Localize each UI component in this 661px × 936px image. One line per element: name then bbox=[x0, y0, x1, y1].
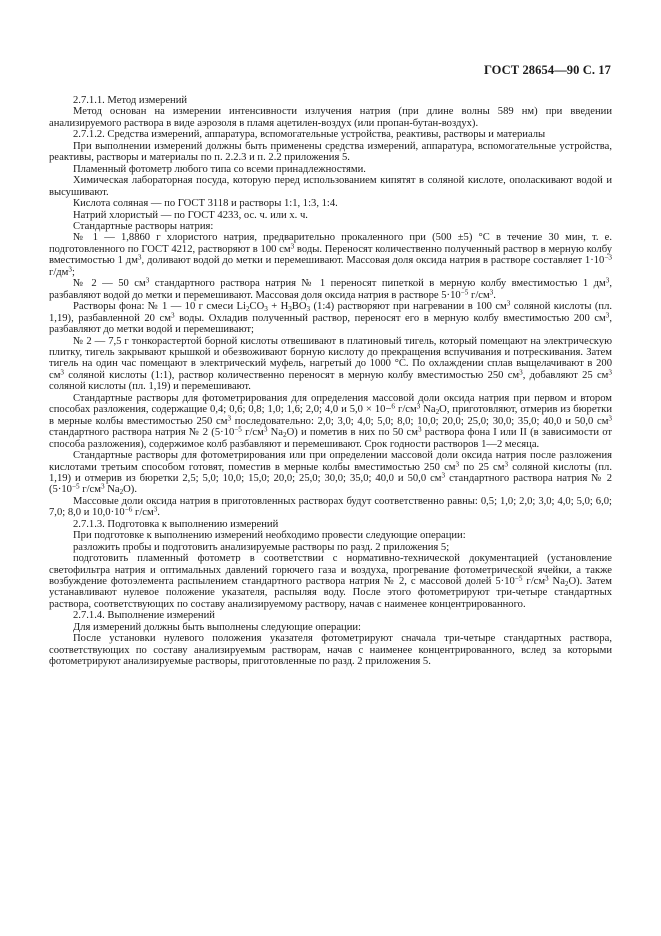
page-header: ГОСТ 28654—90 С. 17 bbox=[483, 63, 611, 77]
paragraph bbox=[49, 393, 612, 450]
paragraph bbox=[49, 141, 612, 164]
text-run: раствора фона I или II (в зависимости от способа разложения), содержимое колб разбавляют и перемешивают. Срок годности растворов 1—2 месяца. bbox=[49, 427, 612, 450]
text-run: , разбавляют водой до метки и перемешивают. Массовая доля оксида натрия в растворе 5·10 bbox=[49, 278, 612, 301]
text-run: 3 bbox=[608, 368, 612, 377]
paragraph bbox=[49, 450, 612, 496]
text-run: воды. Переносят количественно полученный раствор в мерную колбу вместимостью 1 дм bbox=[49, 243, 613, 267]
text-run: стандартного раствора натрия № 2 (5·10 bbox=[49, 472, 612, 496]
text-run: Массовые доли оксида натрия в приготовленных растворах будут соответственно равны: 0,5; 1,0; 2,0; 3,0; 4,0; 5,0; 6,0; 7,0; 8,0 и 10,0·10 bbox=[49, 495, 612, 519]
text-run: № 2 — 7,5 г тонкорастертой борной кислоты отвешивают в платиновый тигель, который помещают на электрическую плитку, тигель закрывают крышкой и обезвоживают борную кислоту до прекращения вспучивания и потрескивания. Затем тигель на один час помещают в электрический муфель, нагретый до 1000 °С. По охлаждении сплав выщелачивают в 200 см bbox=[49, 335, 612, 381]
paragraph bbox=[49, 633, 612, 667]
paragraph bbox=[49, 519, 612, 530]
text-run: подготовить пламенный фотометр в соответствии с нормативно-технической документацией (установление светофильтра натрия и оптимальных давлений горючего газа и воздуха, прогревание фотометрической ячейки, а также возбуждение фотоэлемента распылением стандартного раствора натрия № 2, с массовой долей 5·10 bbox=[49, 553, 612, 588]
text-run: , добавляют 25 см bbox=[522, 369, 609, 381]
text-run: г/см bbox=[241, 427, 264, 439]
paragraph bbox=[49, 221, 612, 232]
text-run: 3 bbox=[605, 311, 610, 320]
text-run: 2 bbox=[119, 488, 124, 497]
text-run: , разбавляют до метки водой и перемешивают; bbox=[49, 312, 613, 336]
text-run: Пламенный фотометр любого типа со всеми принадлежностями. bbox=[73, 163, 366, 175]
text-run: соляной кислоты (пл. 1,19) и отмерив из бюретки 2,5; 5,0; 10,0; 15,0; 20,0; 25,0; 30,0; 35,0; 40,0 и 50,0 см bbox=[49, 461, 612, 484]
paragraph bbox=[49, 542, 612, 553]
paragraph bbox=[49, 336, 612, 393]
text-run: Кислота соляная — по ГОСТ 3118 и растворы 1:1, 1:3, 1:4. bbox=[73, 198, 338, 210]
text-run: 3 bbox=[504, 460, 509, 468]
text-run: 3 bbox=[100, 482, 105, 491]
text-run: Стандартные растворы натрия: bbox=[73, 220, 214, 232]
text-run: 3 bbox=[506, 299, 511, 308]
text-run: № 1 — 1,8860 г хлористого натрия, предварительно прокаленного при (500 ±5) °С в течение 30 мин, т. е. подготовленного по ГОСТ 4212, растворяют в 100 см bbox=[49, 232, 612, 255]
text-run: 3 bbox=[417, 425, 422, 434]
text-run: Для измерений должны быть выполнены следующие операции: bbox=[73, 621, 361, 633]
paragraph bbox=[49, 129, 612, 140]
text-run: , доливают водой до метки и перемешивают. Массовая доля оксида натрия в растворе составляет 1·10 bbox=[141, 255, 605, 267]
text-run: 3 bbox=[306, 305, 311, 314]
text-run: −6 bbox=[124, 505, 133, 514]
text-run: 2 bbox=[435, 408, 440, 417]
text-run: 3 bbox=[605, 276, 610, 285]
text-run: −3 bbox=[604, 253, 612, 262]
text-run: Na bbox=[548, 576, 565, 588]
text-run: Натрий хлористый — по ГОСТ 4233, ос. ч. или х. ч. bbox=[73, 209, 308, 221]
text-run: 2.7.1.2. Средства измерений, аппаратура, вспомогательные устройства, реактивы, растворы и материалы bbox=[73, 129, 546, 141]
text-run: CO bbox=[249, 301, 265, 313]
text-run: соляной кислоты (пл. 1,19), разбавленной 20 см bbox=[49, 301, 613, 324]
text-run: При подготовке к выполнению измерений необходимо провести следующие операции: bbox=[73, 530, 466, 542]
text-run: O). Затем устанавливают нулевое положение указателя, распыляя воду. После этого фотометрируют три-четыре стандартных раствора, соответствующих по составу анализируемому раствору, начав с наименее концентрированного. bbox=[49, 576, 612, 610]
text-run: 3 bbox=[290, 242, 295, 251]
text-run: 3 bbox=[288, 305, 292, 314]
text-run: 3 bbox=[441, 471, 446, 480]
text-run: Растворы фона: № 1 — 10 г смеси Li bbox=[73, 301, 246, 313]
text-run: 3 bbox=[416, 402, 421, 411]
text-run: г/дм bbox=[49, 266, 69, 278]
text-run: г/см bbox=[132, 507, 154, 519]
paragraph bbox=[49, 496, 612, 519]
text-run: соляной кислоты (1:1), раствор количественно переносят в мерную колбу вместимостью 250 см bbox=[64, 369, 520, 381]
text-run: BO bbox=[291, 301, 307, 313]
text-run: + H bbox=[267, 301, 289, 313]
text-run: 3 bbox=[455, 460, 460, 468]
text-run: . bbox=[157, 507, 160, 519]
text-run: O) и пометив в них по 50 см bbox=[286, 427, 418, 439]
text-run: Стандартные растворы для фотометрирования для определения массовой доли оксида натрия при первом и втором способах разложения, содержащие 0,4; 0,6; 0,8; 1,0; 1,6; 2,0; 4,0 и 5,0 × 10− bbox=[49, 392, 612, 416]
text-run: 3 bbox=[145, 276, 150, 285]
text-run: разложить пробы и подготовить анализируемые растворы по разд. 2 приложения 5; bbox=[73, 541, 450, 553]
text-run: . bbox=[493, 289, 496, 301]
text-run: −5 bbox=[234, 425, 242, 434]
text-run: При выполнении измерений должны быть применены средства измерений, аппаратура, вспомогательные устройства, реактивы, растворы и материалы по п. 2.2.3 и п. 2.2 приложения 5. bbox=[49, 140, 612, 164]
text-run: 2 bbox=[282, 431, 287, 440]
text-run: соляной кислоты (пл. 1,19) и перемешивают. bbox=[49, 381, 251, 393]
text-run: 3 bbox=[545, 574, 549, 583]
text-run: г/см bbox=[79, 484, 101, 496]
text-run: 3 bbox=[608, 414, 612, 423]
paragraph bbox=[49, 553, 612, 610]
text-run: 2.7.1.1. Метод измерений bbox=[73, 95, 188, 106]
text-run: −5 bbox=[460, 288, 469, 297]
text-run: Химическая лабораторная посуда, которую перед использованием кипятят в соляной кислоте, ополаскивают водой и высушивают. bbox=[49, 175, 612, 198]
text-run: Метод основан на измерении интенсивности излучения натрия (при длине волны 589 нм) при введении анализируемого раствора в виде аэрозоля в пламя ацетилен-воздух (или пропан-бутан-воздух). bbox=[49, 106, 612, 129]
text-run: 2.7.1.4. Выполнение измерений bbox=[73, 610, 215, 622]
paragraph bbox=[49, 232, 612, 278]
text-run: г/см bbox=[395, 404, 417, 416]
text-run: ; bbox=[71, 266, 75, 278]
paragraph bbox=[49, 301, 612, 335]
text-run: 3 bbox=[227, 414, 232, 423]
paragraph bbox=[49, 278, 612, 301]
text-run: 2 bbox=[245, 305, 250, 314]
text-run: Na bbox=[104, 484, 120, 496]
paragraph bbox=[49, 95, 612, 106]
text-run: 2.7.1.3. Подготовка к выполнению измерений bbox=[73, 518, 279, 530]
text-run: 6 bbox=[391, 402, 396, 411]
text-run: г/см bbox=[468, 289, 490, 301]
paragraph bbox=[49, 175, 612, 198]
text-run: 3 bbox=[137, 253, 142, 262]
document-body bbox=[49, 95, 612, 668]
text-run: −5 bbox=[514, 574, 523, 583]
text-run: 3 bbox=[153, 505, 158, 514]
paragraph bbox=[49, 530, 612, 541]
paragraph bbox=[49, 622, 612, 633]
text-run: После установки нулевого положения указателя фотометрируют сначала три-четыре стандартных раствора, соответствующих по составу анализируемым растворам, начав с наименее концентрированного, вслед за которыми фотометрируют анализируемые растворы, приготовленные по разд. 2 приложения 5. bbox=[49, 633, 612, 668]
text-run: 3 bbox=[60, 368, 64, 377]
text-run: стандартного раствора натрия № 1 переносят пипеткой в мерную колбу вместимостью 1 дм bbox=[149, 278, 606, 290]
paragraph bbox=[49, 164, 612, 175]
text-run: 3 bbox=[519, 368, 523, 377]
text-run: последовательно: 2,0; 3,0; 4,0; 5,0; 8,0; 10,0; 20,0; 25,0; 30,0; 35,0; 40,0 и 50,0 см bbox=[231, 415, 609, 427]
text-run: 3 bbox=[264, 305, 268, 314]
text-run: Na bbox=[267, 427, 283, 439]
text-run: (1:4) растворяют при нагревании в 100 см bbox=[310, 301, 507, 313]
paragraph bbox=[49, 210, 612, 221]
text-run: 3 bbox=[68, 265, 72, 274]
text-run: 3 bbox=[489, 288, 494, 297]
paragraph bbox=[49, 106, 612, 129]
text-run: −5 bbox=[71, 482, 80, 491]
text-run: 3 bbox=[263, 425, 268, 434]
paragraph bbox=[49, 610, 612, 621]
text-run: стандартного раствора натрия № 2 (5·10 bbox=[49, 427, 235, 439]
text-run: 3 bbox=[170, 311, 175, 320]
text-run: по 25 см bbox=[459, 461, 505, 473]
text-run: Na bbox=[420, 404, 436, 416]
text-run: O, приготовляют, отмерив из бюретки в мерные колбы вместимостью 250 см bbox=[49, 404, 612, 427]
text-run: г/см bbox=[522, 576, 546, 588]
text-run: Стандартные растворы для фотометрирования или при определении массовой доли оксида натрия после разложения кислотами третьим способом готовят, поместив в мерные колбы вместимостью 250 см bbox=[49, 450, 612, 473]
text-run: воды. Охладив полученный раствор, переносят его в мерную колбу вместимостью 200 см bbox=[174, 312, 606, 324]
text-run: 2 bbox=[564, 580, 569, 589]
text-run: № 2 — 50 см bbox=[73, 278, 146, 290]
text-run: O). bbox=[123, 484, 137, 496]
paragraph bbox=[49, 198, 612, 209]
